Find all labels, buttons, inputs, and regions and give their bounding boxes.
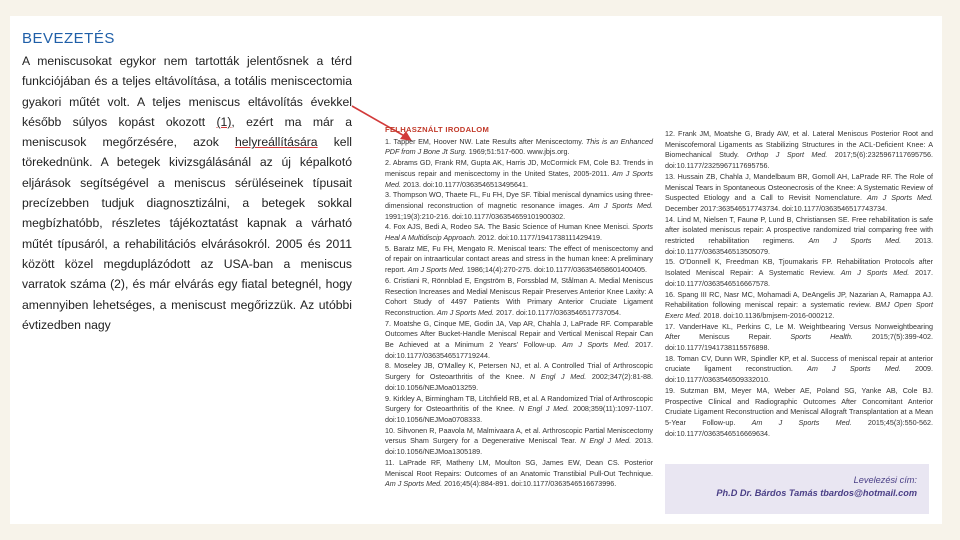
- reference-item: [385, 319, 653, 362]
- reference-journal: Am J Sports Med.: [807, 364, 901, 374]
- intro-text-part: , ezért ma már a meniscusok megőrzésére, azok: [22, 114, 352, 150]
- reference-details: 1986;14(4):270-275. doi:10.1177/036354658601400405.: [464, 265, 648, 275]
- reference-text: 9. Kirkley A, Birmingham TB, Litchfield RB, et al. A Randomized Trial of Arthroscopic Surgery for Osteoarthritis of the Knee.: [385, 393, 653, 414]
- reference-details: 2017. doi:10.1177/0363546517719244.: [385, 340, 654, 360]
- reference-text: 1. Tapper EM, Hoover NW. Late Results after Meniscectomy.: [385, 136, 586, 146]
- reference-journal: Am J Sports Med.: [840, 268, 910, 278]
- reference-item: [665, 290, 933, 322]
- intro-text-part: kell törekednünk. A betegek kivizsgálásánál az új képalkotó eljárások segítségével a meniscus sérüléseinek típusait precízebben tudjuk diagnosztizálni, a betegek sokkal megbízhatóbb, részletes tájékoztatást kapnak a várható műtét típusáról, a rehabilitációs elvárásokról. 2005 és 2011 között közel megduplázódott az USA-ban a meniscus varratok száma: [22, 135, 352, 292]
- reference-item: [665, 322, 933, 354]
- reference-item: [385, 222, 653, 243]
- highlighted-word: helyreállítására: [234, 135, 318, 150]
- reference-details: 2002;347(2):81-88. doi:10.1056/NEJMoa013259.: [385, 372, 654, 392]
- reference-item: [385, 190, 653, 222]
- reference-text: 2. Abrams GD, Frank RM, Gupta AK, Harris JD, McCormick FM, Cole BJ. Trends in meniscus repair and meniscectomy in the United States, 2005-2011.: [385, 158, 653, 178]
- reference-journal: N Engl J Med.: [530, 372, 587, 382]
- reference-item: [665, 172, 933, 215]
- reference-text: 10. Sihvonen R, Paavola M, Malmivaara A, et al. Arthroscopic Partial Meniscectomy versus Sham Surgery for a Degenerative Meniscal Tear.: [385, 425, 653, 446]
- reference-journal: Sports Heal A Multidiscip Approach.: [385, 222, 653, 243]
- contact-author-email[interactable]: Ph.D Dr. Bárdos Tamás tbardos@hotmail.com: [716, 488, 917, 498]
- citation-2: (2): [110, 277, 125, 292]
- reference-details: 2016;45(4):884-891. doi:10.1177/0363546516673996.: [442, 479, 617, 489]
- reference-list-2: [665, 129, 933, 439]
- reference-text: 12. Frank JM, Moatshe G, Brady AW, et al. Lateral Meniscus Posterior Root and Meniscofemoral Ligaments as Stabilizing Structures in the ACL-Deficient Knee: A Biomechanical Study.: [665, 129, 933, 160]
- intro-text-part: A meniscusokat egykor nem tartották jelentősnek a térd funkciójában és a teljes eltávolítása, a totális meniscectomia gyakori műtét volt. A teljes meniscus eltávolítás évekkel később súlyos kopást okozott: [22, 54, 352, 129]
- reference-details: 1991;19(3):210-216. doi:10.1177/036354659101900302.: [385, 211, 566, 221]
- references-column-2: [665, 129, 933, 439]
- reference-item: [385, 426, 653, 458]
- reference-details: 2017;5(6):2325967117695756. doi:10.1177/2325967117695756.: [665, 150, 933, 171]
- reference-journal: Am J Sports Med.: [588, 200, 654, 210]
- reference-item: [665, 386, 933, 440]
- reference-journal: Am J Sports Med.: [866, 193, 934, 203]
- reference-journal: Am J Sports Med.: [436, 307, 495, 317]
- reference-journal: Sports Health.: [790, 332, 853, 342]
- reference-journal: Am J Sports Med.: [385, 479, 443, 489]
- reference-journal: Am J Sports Med.: [751, 417, 852, 427]
- document-page: [10, 16, 942, 524]
- reference-journal: This is an Enhanced PDF from J Bone Jt Surg.: [385, 136, 653, 157]
- intro-heading: BEVEZETÉS: [22, 30, 115, 47]
- references-column-1: [385, 125, 653, 490]
- reference-details: 2013. doi:10.1056/NEJMoa1305189.: [385, 436, 654, 457]
- reference-text: 18. Toman CV, Dunn WR, Spindler KP, et al. Success of meniscal repair at anterior cruciate ligament reconstruction.: [665, 353, 933, 374]
- reference-item: [385, 394, 653, 426]
- reference-text: 15. O'Donnell K, Freedman KB, Tjoumakaris FP. Rehabilitation Protocols after Isolated Meniscal Repair: A Systematic Review.: [665, 257, 933, 278]
- reference-text: 16. Spang III RC, Nasr MC, Mohamadi A, DeAngelis JP, Nazarian A, Ramappa AJ. Rehabilitation following meniscal repair: a systematic review.: [665, 289, 933, 310]
- reference-details: 2008;359(11):1097-1107. doi:10.1056/NEJMoa0708333.: [385, 404, 654, 424]
- contact-box: [665, 464, 929, 514]
- reference-journal: N Engl J Med.: [518, 404, 570, 414]
- reference-details: 2017. doi:10.1177/0363546517737054.: [494, 307, 622, 317]
- reference-text: 14. Lind M, Nielsen T, Faunø P, Lund B, Christiansen SE. Free rehabilitation is safe after isolated meniscus repair: A prospective randomized trial comparing free with restricted rehabilitation regimens.: [665, 214, 933, 246]
- reference-journal: BMJ Open Sport Exerc Med.: [665, 300, 934, 320]
- reference-details: 2015;45(3):550-562. doi:10.1177/0363546516669634.: [665, 417, 934, 438]
- reference-text: 13. Hussain ZB, Chahla J, Mandelbaum BR, Gomoll AH, LaPrade RF. The Role of Meniscal Tears in Spontaneous Osteonecrosis of the Knee: A Systematic Review of Suspected Etiology and a Call to Revisit Nomenclature.: [665, 171, 933, 203]
- reference-item: [385, 158, 653, 190]
- reference-text: 3. Thompson WO, Thaete FL, Fu FH, Dye SF. Tibial meniscal dynamics using three-dimensional reconstruction of magnetic resonance images.: [385, 190, 653, 210]
- reference-list-1: [385, 137, 653, 490]
- reference-item: [385, 458, 653, 490]
- contact-label: Levelezési cím:: [853, 475, 917, 485]
- intro-text-part: , és már elvárás egy fiatal betegnél, hogy amennyiben lehetséges, a meniscust megőrizzük. Az utóbbi évtizedben nagy: [22, 277, 352, 332]
- reference-text: 17. VanderHave KL, Perkins C, Le M. Weightbearing Versus Nonweightbearing After Meniscus Repair.: [665, 321, 933, 342]
- reference-text: 19. Sutzman BM, Meyer MA, Weber AE, Poland SG, Yanke AB, Cole BJ. Prospective Clinical and Radiographic Outcomes After Concomitant Anterior Cruciate Ligament Reconstruction and Meniscal Allograft Transplantation at a Mean 5-Year Follow-up.: [665, 385, 933, 427]
- reference-text: 5. Baratz ME, Fu FH, Mengato R. Meniscal tears: The effect of meniscectomy and of repair on intraarticular contact areas and stress in the human knee: A preliminary report.: [385, 243, 653, 275]
- reference-details: 2012. doi:10.1177/1941738111429419.: [476, 233, 602, 243]
- reference-journal: Am J Sports Med.: [808, 236, 902, 246]
- reference-details: 2013. doi:10.1177/0363546513505079.: [665, 236, 933, 256]
- reference-item: [385, 137, 653, 158]
- references-heading: FELHASZNÁLT IRODALOM: [385, 125, 490, 134]
- reference-text: 8. Moseley JB, O'Malley K, Petersen NJ, et al. A Controlled Trial of Arthroscopic Surgery for Osteoarthritis of the Knee.: [385, 361, 653, 382]
- citation-1: (1): [216, 114, 232, 129]
- reference-journal: Orthop J Sport Med.: [746, 150, 828, 160]
- reference-journal: Am J Sports Med.: [562, 340, 630, 350]
- reference-details: 1969;51:517-600. www.jbjs.org.: [466, 147, 570, 157]
- reference-journal: N Engl J Med.: [580, 436, 632, 446]
- reference-item: [665, 215, 933, 258]
- reference-item: [665, 129, 933, 172]
- reference-item: [665, 354, 933, 386]
- reference-details: 2009. doi:10.1177/0363546509332010.: [665, 364, 933, 385]
- reference-item: [385, 361, 653, 393]
- reference-text: 11. LaPrade RF, Matheny LM, Moulton SG, James EW, Dean CS. Posterior Meniscal Root Repairs: Outcomes of an Anatomic Transtibial Pull-Out Technique.: [385, 457, 653, 478]
- reference-text: 4. Fox AJS, Bedi A, Rodeo SA. The Basic Science of Human Knee Menisci.: [385, 222, 633, 232]
- reference-details: 2015;7(5):399-402. doi:10.1177/1941738115576898.: [665, 332, 933, 353]
- reference-details: 2017. doi:10.1177/0363546516667578.: [665, 268, 934, 288]
- reference-text: 7. Moatshe G, Cinque ME, Godin JA, Vap AR, Chahla J, LaPrade RF. Comparable Outcomes After Bucket-Handle Meniscal Repair and Vertical Meniscal Repair Can Be Achieved at a Minimum 2 Years' Follow-up.: [385, 318, 653, 350]
- reference-details: 2013. doi:10.1177/0363546513495641.: [400, 179, 528, 189]
- reference-journal: Am J Sports Med.: [385, 168, 653, 189]
- reference-text: 6. Cristiani R, Rönnblad E, Engström B, Forssblad M, Stålman A. Medial Meniscus Resection Increases and Medial Meniscus Repair Preserves Anterior Knee Laxity: A Cohort Study of 4497 Patients With Primary Anterior Cruciate Ligament Reconstruction.: [385, 275, 653, 317]
- reference-journal: Am J Sports Med.: [407, 265, 465, 275]
- reference-item: [385, 276, 653, 319]
- reference-details: December 2017:363546517743734. doi:10.1177/0363546517743734.: [665, 203, 888, 213]
- reference-item: [385, 244, 653, 276]
- reference-item: [665, 257, 933, 289]
- reference-details: 2018. doi:10.1136/bmjsem-2016-000212.: [701, 310, 835, 320]
- intro-paragraph: [22, 51, 352, 335]
